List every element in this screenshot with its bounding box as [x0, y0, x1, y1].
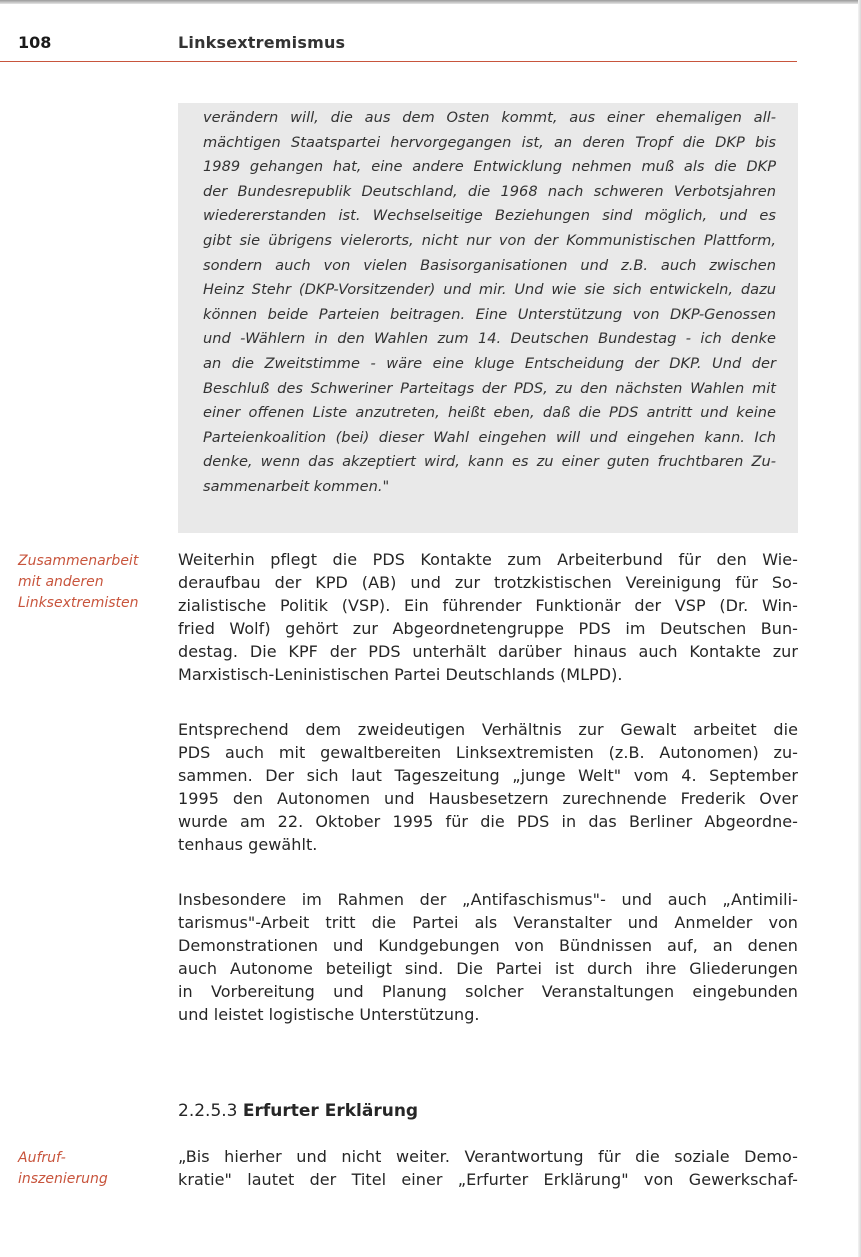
quote-line: sondern auch von vielen Basisorganisationen und z.B. auch zwischen: [203, 256, 776, 274]
text-line: zialistische Politik (VSP). Ein führender Funktionär der VSP (Dr. Win-: [178, 596, 798, 615]
section-heading: [178, 1101, 418, 1121]
page-top-edge: [0, 0, 861, 4]
margin-note-line: inszenierung: [18, 1171, 108, 1187]
section-number: 2.2.5.3: [178, 1101, 238, 1121]
quote-line: wiedererstanden ist. Wechselseitige Beziehungen sind möglich, und es: [203, 207, 776, 225]
text-line: destag. Die KPF der PDS unterhält darüber hinaus auch Kontakte zur: [178, 642, 798, 661]
text-line: tarismus"-Arbeit tritt die Partei als Veranstalter und Anmelder von: [178, 913, 798, 932]
margin-note-line: Zusammenarbeit: [18, 553, 139, 569]
quote-line: verändern will, die aus dem Osten kommt, aus einer ehemaligen all-: [203, 109, 776, 126]
text-line: „Bis hierher und nicht weiter. Verantwortung für die soziale Demo-: [178, 1147, 798, 1166]
paragraph-1: [178, 548, 798, 686]
quote-block: [178, 103, 798, 533]
quote-line: einer offenen Liste anzutreten, heißt eben, daß die PDS antritt und keine: [203, 404, 776, 422]
quote-line: Beschluß des Schweriner Parteitags der PDS, zu den nächsten Wahlen mit: [203, 379, 776, 397]
quote-line: der Bundesrepublik Deutschland, die 1968 nach schweren Verbotsjahren: [203, 182, 776, 200]
paragraph-4: [178, 1145, 798, 1191]
quote-line: Heinz Stehr (DKP-Vorsitzender) und mir. Und wie sie sich entwickeln, dazu: [203, 281, 776, 299]
text-line: Marxistisch-Leninistischen Partei Deutschlands (MLPD).: [178, 665, 623, 684]
text-line: Insbesondere im Rahmen der „Antifaschismus"- und auch „Antimili-: [178, 890, 798, 909]
text-line: auch Autonome beteiligt sind. Die Partei ist durch ihre Gliederungen: [178, 959, 798, 978]
text-line: fried Wolf) gehört zur Abgeordnetengruppe PDS im Deutschen Bun-: [178, 619, 798, 638]
text-line: sammen. Der sich laut Tageszeitung „junge Welt" vom 4. September: [178, 766, 798, 785]
text-line: Weiterhin pflegt die PDS Kontakte zum Arbeiterbund für den Wie-: [178, 550, 798, 569]
section-title: Erfurter Erklärung: [242, 1101, 419, 1121]
margin-note-line: Aufruf-: [18, 1150, 66, 1166]
text-line: 1995 den Autonomen und Hausbesetzern zurechnende Frederik Over: [178, 789, 798, 808]
quote-line: sammenarbeit kommen.": [203, 477, 390, 495]
quote-line: an die Zweitstimme - wäre eine kluge Entscheidung der DKP. Und der: [203, 354, 776, 372]
margin-note-line: mit anderen: [18, 574, 104, 590]
quote-line: und -Wählern in den Wahlen zum 14. Deutschen Bundestag - ich denke: [203, 330, 776, 348]
running-header: [0, 30, 797, 62]
chapter-title: Linksextremismus: [178, 33, 346, 52]
margin-note-cooperation: [18, 551, 139, 614]
text-line: deraufbau der KPD (AB) und zur trotzkistischen Vereinigung für So-: [178, 573, 798, 592]
page-number: 108: [18, 33, 52, 52]
text-line: wurde am 22. Oktober 1995 für die PDS in das Berliner Abgeordne-: [178, 812, 798, 831]
paragraph-2: [178, 718, 798, 856]
quote-line: können beide Parteien beitragen. Eine Unterstützung von DKP-Genossen: [203, 305, 776, 323]
margin-note-line: Linksextremisten: [18, 595, 139, 611]
text-line: tenhaus gewählt.: [178, 835, 318, 854]
margin-note-appeal: [18, 1148, 108, 1190]
paragraph-3: [178, 888, 798, 1026]
quote-line: mächtigen Staatspartei hervorgegangen ist, an deren Tropf die DKP bis: [203, 133, 776, 151]
text-line: PDS auch mit gewaltbereiten Linksextremisten (z.B. Autonomen) zu-: [178, 743, 798, 762]
quote-line: denke, wenn das akzeptiert wird, kann es zu einer guten fruchtbaren Zu-: [203, 453, 776, 471]
text-line: in Vorbereitung und Planung solcher Veranstaltungen eingebunden: [178, 982, 798, 1001]
text-line: kratie" lautet der Titel einer „Erfurter Erklärung" von Gewerkschaf-: [178, 1170, 798, 1189]
quote-line: 1989 gehangen hat, eine andere Entwicklung nehmen muß als die DKP: [203, 158, 776, 176]
quote-line: Parteienkoalition (bei) dieser Wahl eingehen will und eingehen kann. Ich: [203, 428, 776, 446]
quote-line: gibt sie übrigens vielerorts, nicht nur von der Kommunistischen Plattform,: [203, 231, 776, 249]
text-line: Demonstrationen und Kundgebungen von Bündnissen auf, an denen: [178, 936, 798, 955]
text-line: und leistet logistische Unterstützung.: [178, 1005, 480, 1024]
text-line: Entsprechend dem zweideutigen Verhältnis zur Gewalt arbeitet die: [178, 720, 798, 739]
